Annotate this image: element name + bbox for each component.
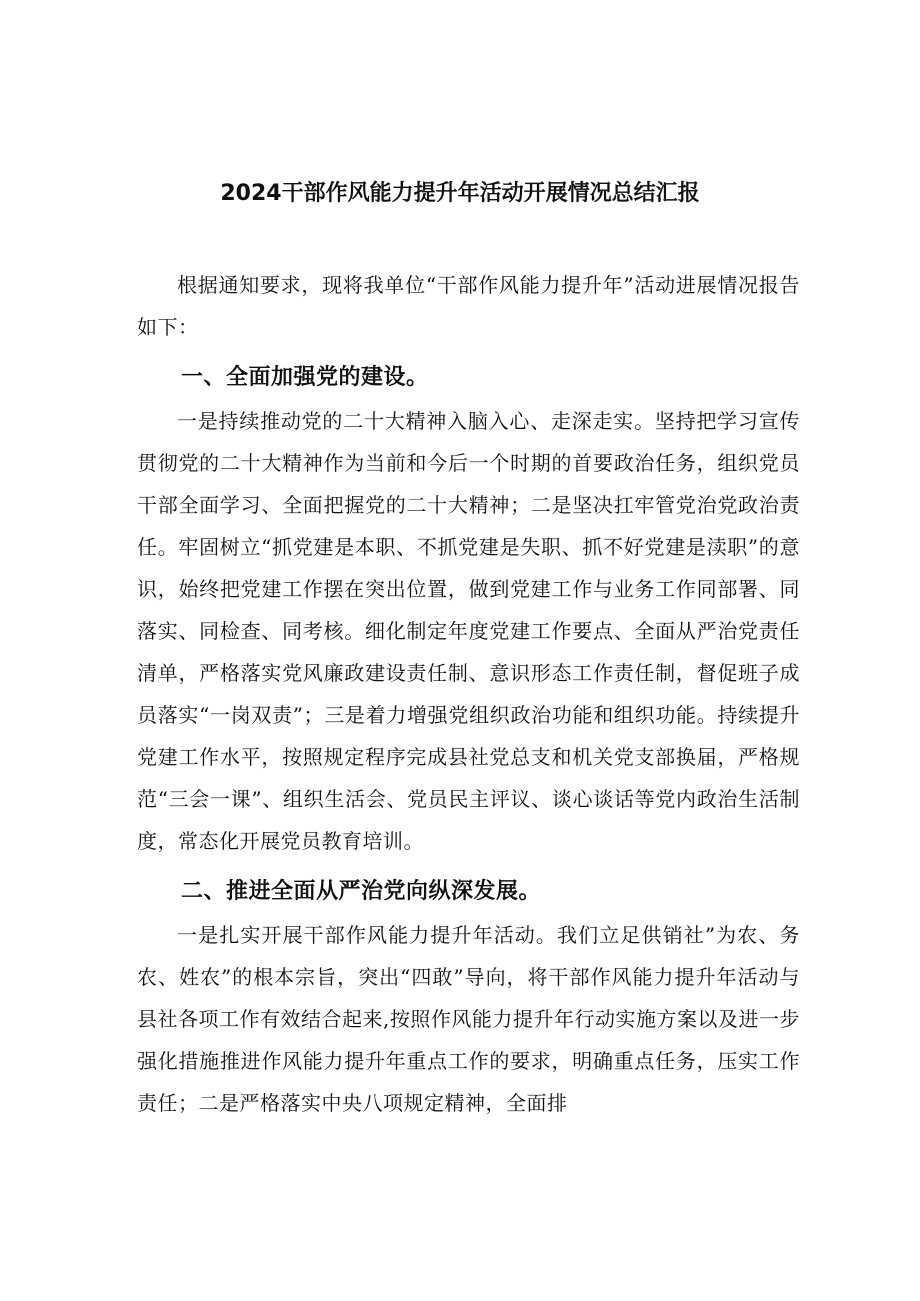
intro-paragraph: 根据通知要求，现将我单位“干部作风能力提升年”活动进展情况报告如下：: [137, 273, 800, 339]
section-body-1: 一是持续推动党的二十大精神入脑入心、走深走实。坚持把学习宣传贯彻党的二十大精神作为当前和今后一个时期的首要政治任务，组织党员干部全面学习、全面把握党的二十大精神；二是坚决扛牢管党治党政治责任。牢固树立“抓党建是本职、不抓党建是失职、抓不好党建是渎职”的意识，始终把党建工作摆在突出位置，做到党建工作与业务工作同部署、同落实、同检查、同考核。细化制定年度党建工作要点、全面从严治党责任清单，严格落实党风廉政建设责任制、意识形态工作责任制，督促班子成员落实“一岗双责”；三是着力增强党组织政治功能和组织功能。持续提升党建工作水平，按照规定程序完成县社党总支和机关党支部换届，严格规范“三会一课”、组织生活会、党员民主评议、谈心谈话等党内政治生活制度，常态化开展党员教育培训。: [137, 409, 800, 853]
section-heading-1: 一、全面加强党的建设。: [181, 365, 429, 390]
section-body-2: 一是扎实开展干部作风能力提升年活动。我们立足供销社”为农、务农、姓农”的根本宗旨，突出“四敢”导向，将干部作风能力提升年活动与县社各项工作有效结合起来,按照作风能力提升年行动实施方案以及进一步强化措施推进作风能力提升年重点工作的要求，明确重点任务，压实工作责任；二是严格落实中央八项规定精神，全面排: [137, 923, 800, 1115]
document-title: 2024干部作风能力提升年活动开展情况总结汇报: [220, 181, 700, 206]
section-heading-2: 二、推进全面从严治党向纵深发展。: [181, 879, 542, 904]
